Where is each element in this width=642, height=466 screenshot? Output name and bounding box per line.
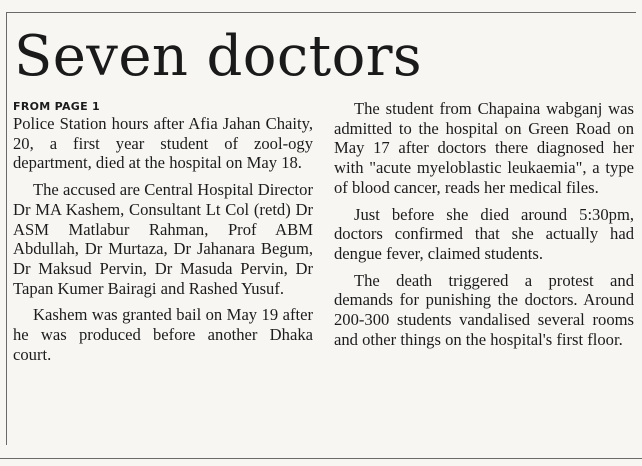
- paragraph: The accused are Central Hospital Director Dr MA Kashem, Consultant Lt Col (retd) Dr ASM Matlabur Rahman, Prof ABM Abdullah, Dr Murtaza, Dr Jahanara Begum, Dr Maksud Pervin, Dr Masuda Pervin, Dr Tapan Kumer Bairagi and Rashed Yusuf.: [13, 180, 313, 298]
- paragraph: Kashem was granted bail on May 19 after he was produced before another Dhaka court.: [13, 305, 313, 364]
- right-column: [334, 99, 634, 356]
- paragraph: The student from Chapaina wabganj was admitted to the hospital on Green Road on May 17 after doctors there diagnosed her with "acute myeloblastic leukaemia", a type of blood cancer, reads her medical files.: [334, 99, 634, 197]
- headline: Seven doctors: [14, 24, 423, 89]
- paragraph: Police Station hours after Afia Jahan Chaity, 20, a first year student of zool-ogy department, died at the hospital on May 18.: [13, 114, 313, 173]
- left-rule: [6, 12, 7, 445]
- paragraph: Just before she died around 5:30pm, doctors confirmed that she actually had dengue fever, claimed students.: [334, 204, 634, 263]
- bottom-rule: [0, 458, 642, 459]
- top-rule: [6, 12, 636, 13]
- left-column: [13, 99, 313, 371]
- paragraph: The death triggered a protest and demands for punishing the doctors. Around 200-300 students vandalised several rooms and other things on the hospital's first floor.: [334, 270, 634, 349]
- kicker: FROM PAGE 1: [13, 100, 101, 113]
